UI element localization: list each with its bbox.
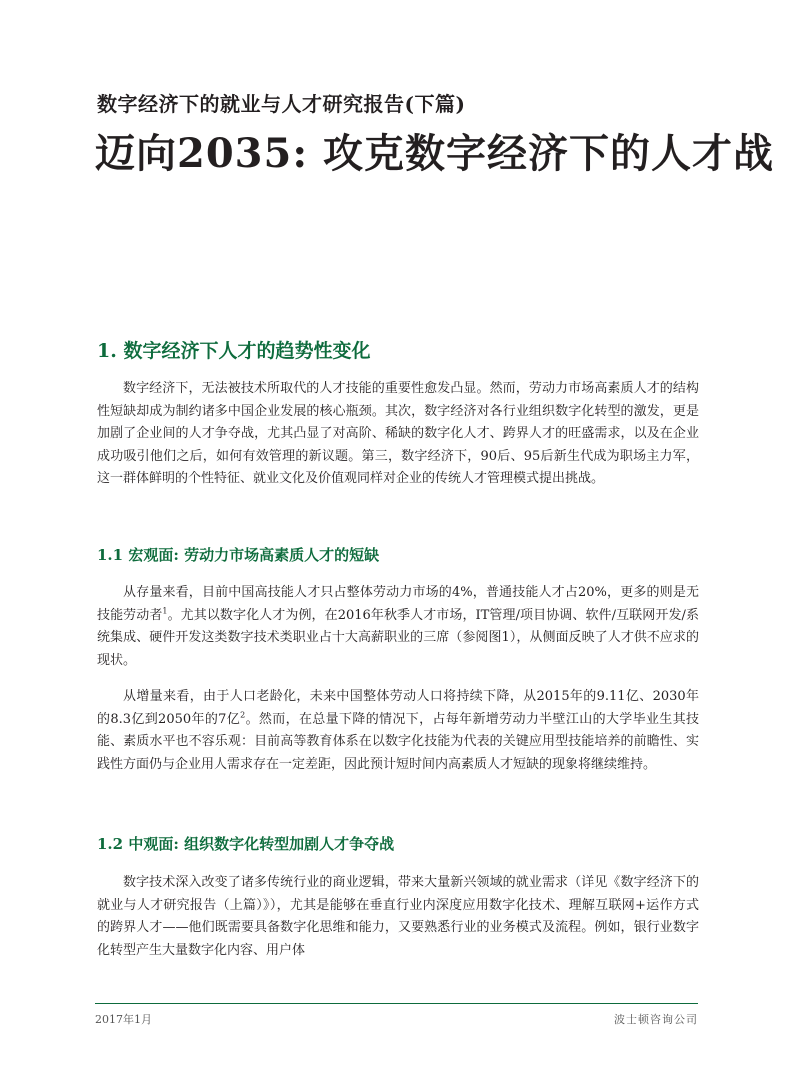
footnote-ref-2[interactable]: 2 bbox=[240, 710, 246, 720]
section-1-2-heading: 1.2 中观面: 组织数字化转型加剧人才争夺战 bbox=[97, 835, 395, 853]
footer-divider bbox=[95, 1003, 698, 1004]
report-title: 迈向2035: 攻克数字经济下的人才战 bbox=[95, 130, 775, 177]
paragraph-text: 从增量来看，由于人口老龄化，未来中国整体劳动人口将持续下降，从2015年的9.11亿、2030年的8.3亿到2050年的7亿 bbox=[97, 689, 699, 727]
section-1-1-heading: 1.1 宏观面: 劳动力市场高素质人才的短缺 bbox=[97, 546, 380, 564]
section-1-2-paragraph-1: 数字技术深入改变了诸多传统行业的商业逻辑，带来大量新兴领域的就业需求（详见《数字经济下的就业与人才研究报告（上篇）》），尤其是能够在垂直行业内深度应用数字化技术、理解互联网+运作方式的跨界人才——他们既需要具备数字化思维和能力，又要熟悉行业的业务模式及流程。例如，银行业数字化转型产生大量数字化内容、用户体 bbox=[97, 875, 699, 958]
paragraph-text: 从存量来看，目前中国高技能人才只占整体劳动力市场的4%，普通技能人才占20%，更多的则是无技能劳动者 bbox=[97, 585, 699, 623]
paragraph-text: 。然而，在总量下降的情况下，占每年新增劳动力半壁江山的大学毕业生其技能、素质水平也不容乐观：目前高等教育体系在以数字化技能为代表的关键应用型技能培养的前瞻性、实践性方面仍与企业用人需求存在一定差距，因此预计短时间内高素质人才短缺的现象将继续维持。 bbox=[97, 711, 699, 772]
section-1-heading: 1. 数字经济下人才的趋势性变化 bbox=[97, 340, 371, 362]
section-1-1-paragraph-1 bbox=[97, 582, 699, 672]
footer-organization: 波士顿咨询公司 bbox=[614, 1013, 698, 1026]
paragraph-text: 。尤其以数字化人才为例，在2016年秋季人才市场，IT管理/项目协调、软件/互联网开发/系统集成、硬件开发这类数字技术类职业占十大高薪职业的三席（参阅图1），从侧面反映了人才供不应求的现状。 bbox=[97, 607, 699, 668]
section-1-1-paragraph-2 bbox=[97, 686, 699, 776]
footer-date: 2017年1月 bbox=[95, 1013, 152, 1026]
footnote-ref-1[interactable]: 1 bbox=[162, 606, 168, 616]
section-1-paragraph: 数字经济下，无法被技术所取代的人才技能的重要性愈发凸显。然而，劳动力市场高素质人才的结构性短缺却成为制约诸多中国企业发展的核心瓶颈。其次，数字经济对各行业组织数字化转型的激发，更是加剧了企业间的人才争夺战，尤其凸显了对高阶、稀缺的数字化人才、跨界人才的旺盛需求，以及在企业成功吸引他们之后，如何有效管理的新议题。第三，数字经济下，90后、95后新生代成为职场主力军，这一群体鲜明的个性特征、就业文化及价值观同样对企业的传统人才管理模式提出挑战。 bbox=[97, 381, 699, 486]
report-subtitle: 数字经济下的就业与人才研究报告(下篇) bbox=[97, 92, 466, 116]
